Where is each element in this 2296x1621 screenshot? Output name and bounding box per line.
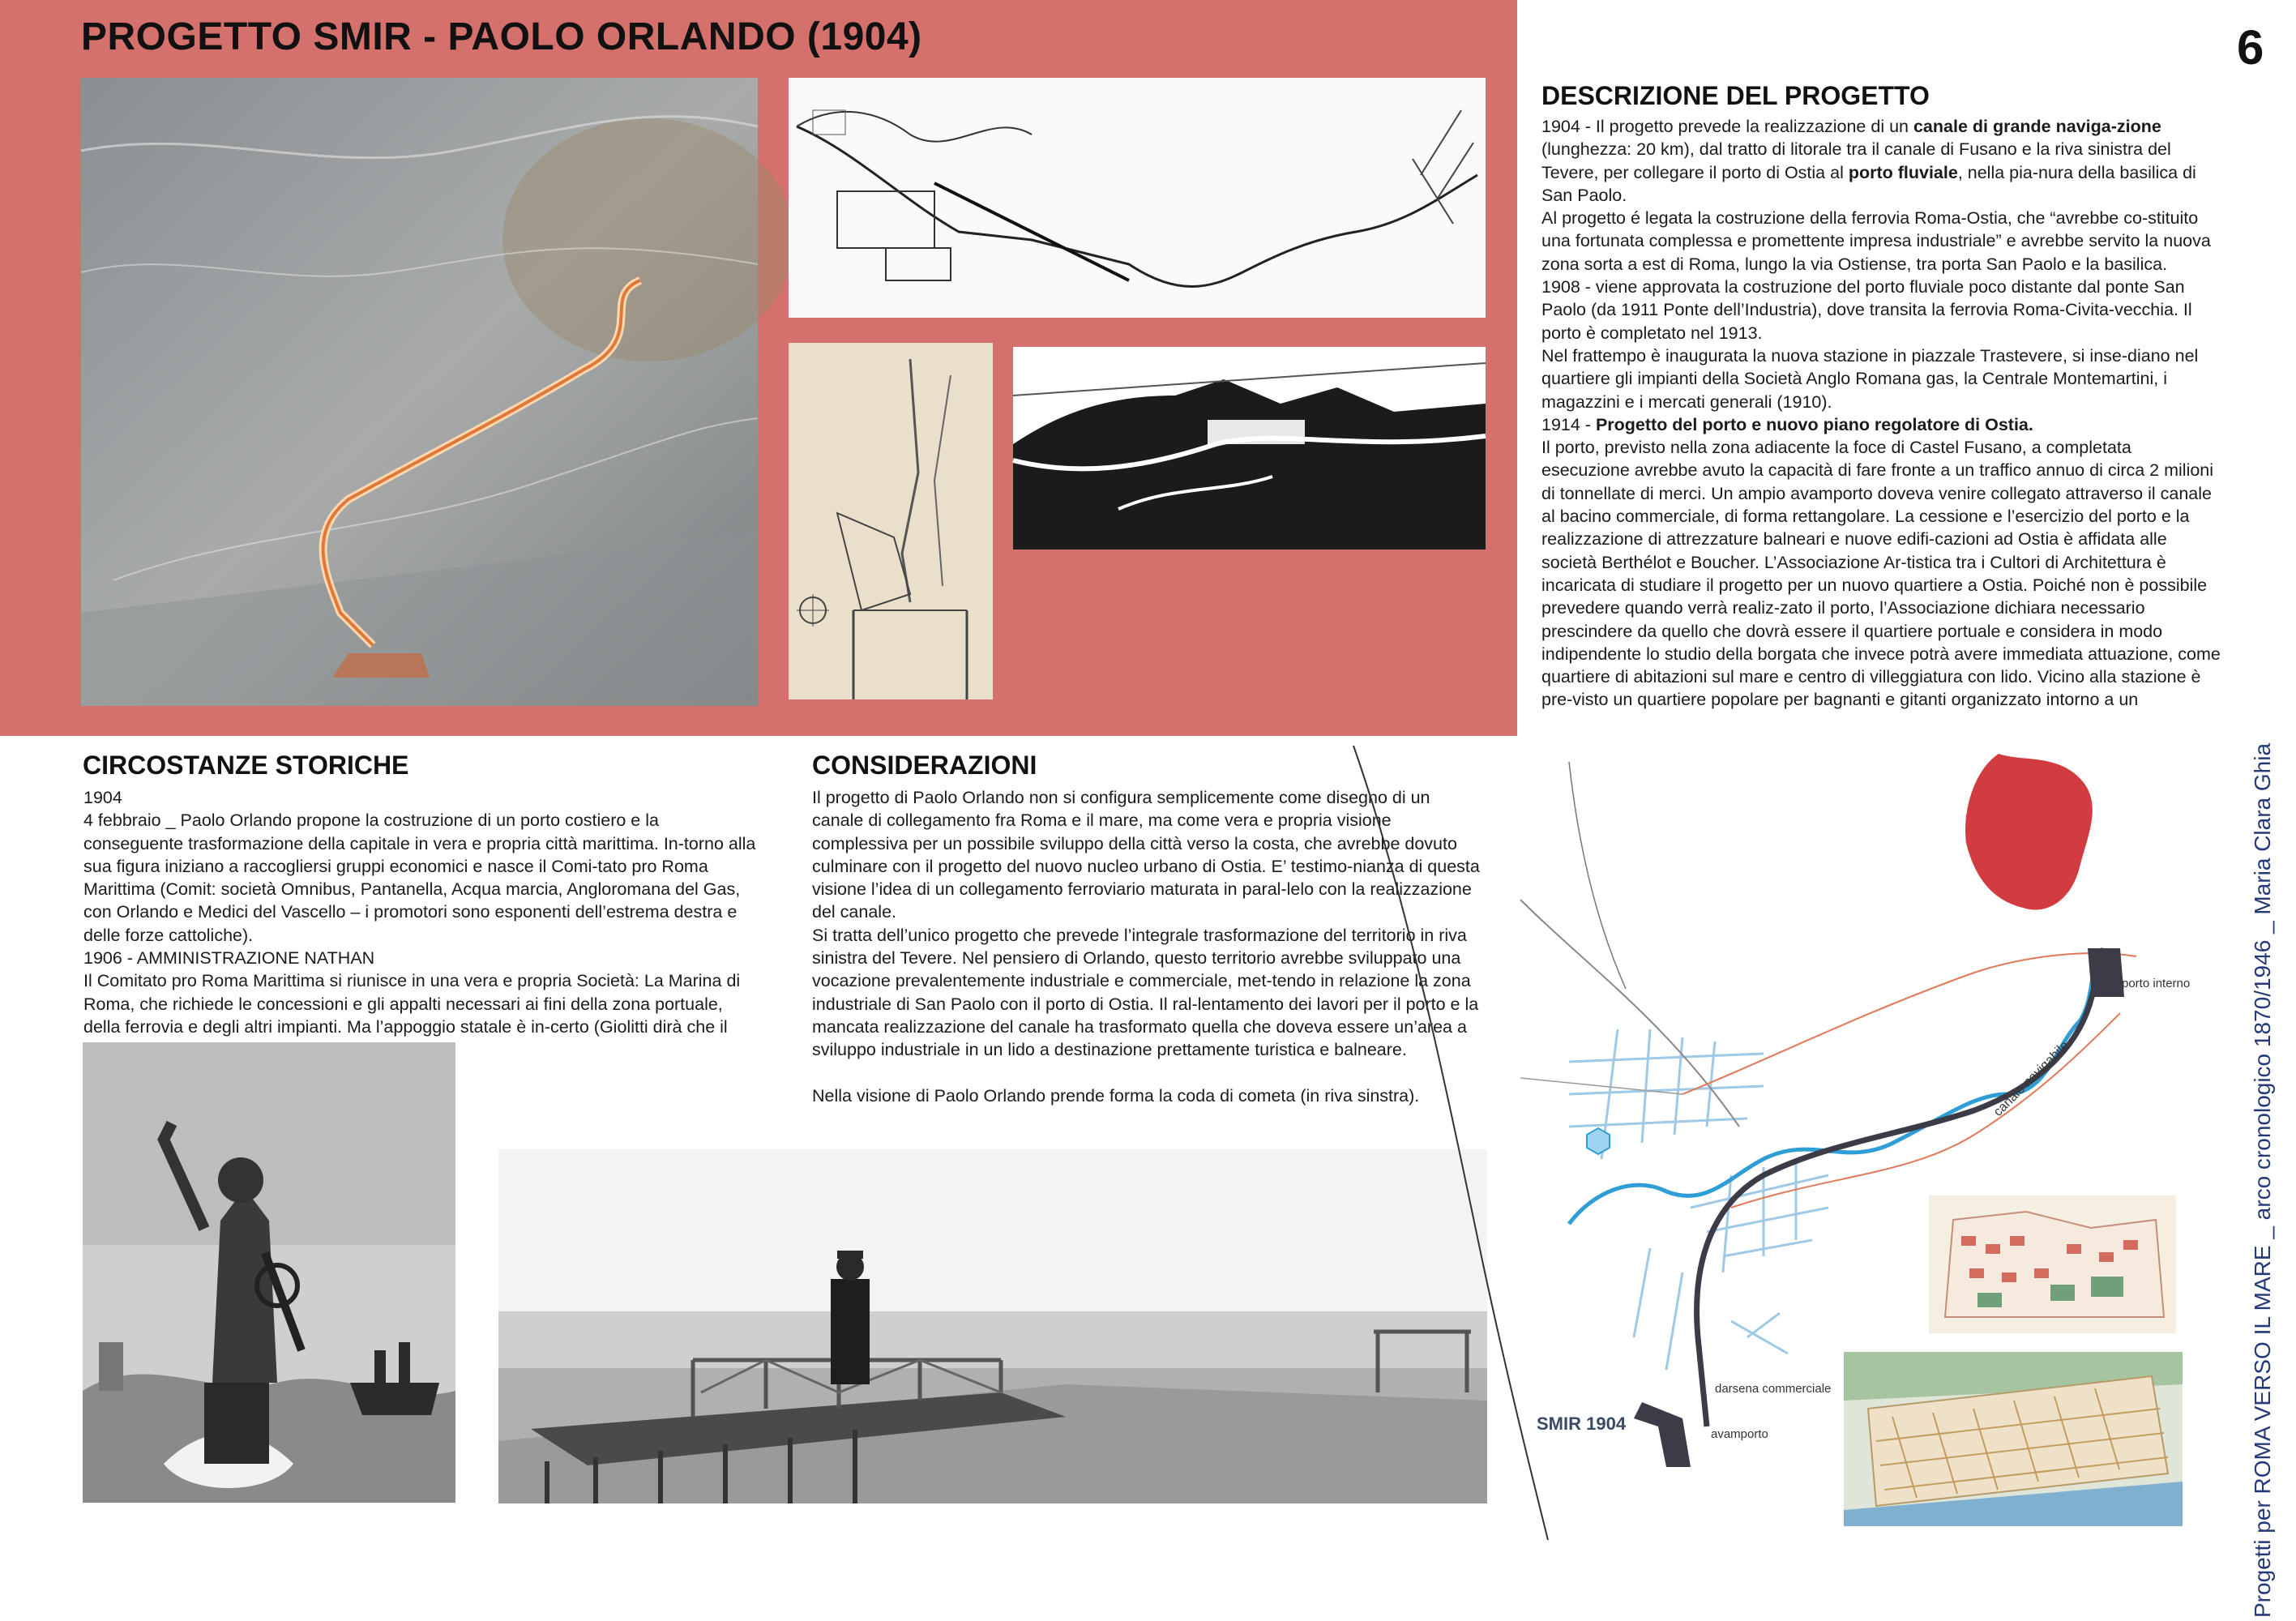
- canal-plan-image: [789, 78, 1486, 318]
- descrizione-paragraph: [1541, 413, 2222, 436]
- descrizione-paragraph: [1541, 115, 2222, 207]
- ostia-aerial-icon: [1844, 1352, 2183, 1526]
- circostanze-paragraph: 4 febbraio _ Paolo Orlando propone la costruzione di un porto costiero e la conseguente trasformazione della capitale in vera e propria città marittima. In-torno alla sua figura iniziano a raccogliersi gruppi economici e nasce il Comi-tato pro Roma Marittima (Comit: società Omnibus, Pantanella, Acqua marcia, Angloromana del Gas, con Orlando e Medici del Vascello – i promotori sono esponenti dell’estrema destra e delle forze cattoliche).: [83, 810, 756, 945]
- port-plan-icon: [789, 343, 993, 699]
- perspective-drawing-image: [1013, 347, 1486, 550]
- circostanze-paragraph: 1906 - AMMINISTRAZIONE NATHAN: [83, 948, 375, 969]
- text-run: 1904 - Il progetto prevede la realizzazione di un: [1541, 117, 1913, 136]
- statue-photo-icon: [83, 1042, 455, 1503]
- map-label-porto-interno: porto interno: [2122, 977, 2191, 990]
- descrizione-text: [1541, 115, 2222, 712]
- bold-run: canale di grande naviga-zione: [1913, 117, 2161, 136]
- port-plan-image: [789, 343, 993, 699]
- descrizione-paragraph: Al progetto é legata la costruzione della ferrovia Roma-Ostia, che “avrebbe co-stituito una fortunata complessa e promettente impresa industriale” e avrebbe servito la nuova zona sorta a est di Roma, lungo la via Ostiense, tra porta San Paolo e la basilica.: [1541, 208, 2211, 274]
- circostanze-text: [83, 786, 756, 1062]
- text-run: , nella pia-nura della basilica di San Paolo.: [1541, 162, 2196, 205]
- page-title: PROGETTO SMIR - PAOLO ORLANDO (1904): [81, 15, 922, 58]
- considerazioni-paragraph: Si tratta dell’unico progetto che prevede l’integrale trasformazione del territorio in riva sinistra del Tevere. Nel pensiero di Orlando, questo territorio avrebbe sviluppato una vocazione prevalentemente industriale e commerciale, met-tendo in relazione la zona industriale di San Paolo con il porto di Ostia. Il ral-lentamento dei lavori per il porto e la mancata realizzazione del canale ha trasformato quella che doveva essere un’area a sviluppo industriale in un lido a destinazione prettamente turistica e balneare.: [812, 925, 1479, 1060]
- ostia-aerial-image: [1844, 1352, 2183, 1526]
- considerazioni-paragraph: Nella visione di Paolo Orlando prende forma la coda di cometa (in riva sinstra).: [812, 1085, 1420, 1106]
- circostanze-paragraph: 1904: [83, 788, 122, 807]
- text-run: (lunghezza: 20 km), dal tratto di litorale tra il canale di Fusano e la riva sinistra del Tevere, per collegare il porto di Ostia al: [1541, 139, 2171, 182]
- circostanze-paragraph: Il Comitato pro Roma Marittima si riunisce in una vera e propria Società: La Marina di Roma, che richiede le concessioni e gli appalti necessari ai fini della zona portuale, della ferrovia e degli altri impianti. Ma l’appoggio statale è in-certo (Giolitti dirà che il: [83, 971, 741, 1037]
- descrizione-heading: DESCRIZIONE DEL PROGETTO: [1541, 81, 1930, 110]
- statue-photo: [83, 1042, 455, 1503]
- pier-photo: [498, 1149, 1487, 1503]
- map-label-smir: SMIR 1904: [1537, 1414, 1627, 1434]
- bold-run: porto fluviale: [1848, 162, 1958, 182]
- ostia-plan-icon: [1929, 1195, 2176, 1333]
- route-line: [1345, 746, 1556, 1540]
- aerial-sketch-image: [81, 78, 758, 706]
- descrizione-paragraph: Il porto, previsto nella zona adiacente la foce di Castel Fusano, a completata esecuzione avrebbe avuto la capacità di fare fronte a un traffico annuo di circa 2 milioni di tonnellate di merci. Un ampio avamporto doveva venire collegato attraverso il canale al bacino commerciale, di forma rettangolare. La cessione e l’esercizio del porto e la realizzazione di attrezzature balneari e nuove edifi-cazioni ad Ostia è affidata alle società Berthélot e Boucher. L’Associazione Ar-tistica tra i Cultori di Architettura è incaricata di studiare il progetto per un nuovo quartiere a Ostia. Poiché non è possibile prevedere quando verrà realiz-zato il porto, l’Associazione dichiara necessario prescindere da quello che dovrà essere il quartiere portuale e considera in modo indipendente lo studio della borgata che invece potrà avere immediata attuazione, come quartiere di abitazioni sul mare e centro di villeggiatura con lido. Vicino alla stazione è pre-visto un quartiere popolare per bagnanti e gitanti organizzato intorno a un: [1541, 438, 2221, 710]
- perspective-drawing-icon: [1013, 347, 1486, 550]
- considerazioni-paragraph: Il progetto di Paolo Orlando non si configura semplicemente come disegno di un canale di collegamento fra Roma e il mare, ma come vera e propria visione complessiva per un possibile sviluppo della città verso la costa, che avrebbe dovuto culminare con il progetto del nuovo nucleo urbano di Ostia. E’ testimo-nianza di questa visione l’idea di un collegamento ferroviario maturata in paral-lelo con la realizzazione del canale.: [812, 788, 1480, 922]
- ostia-plan-image: [1929, 1195, 2176, 1333]
- map-label-canale: canale navigabile: [1990, 1038, 2072, 1119]
- bold-run: Progetto del porto e nuovo piano regolatore di Ostia.: [1595, 414, 2033, 434]
- page-number: 6: [2237, 20, 2264, 75]
- map-label-darsena: darsena commerciale: [1715, 1382, 1832, 1396]
- aerial-sketch-icon: [81, 78, 758, 706]
- descrizione-paragraph: 1908 - viene approvata la costruzione del porto fluviale poco distante dal ponte San Paolo (da 1911 Ponte dell’Industria), dove transita la ferrovia Roma-Civita-vecchia. Il porto è completato nel 1913.: [1541, 277, 2192, 343]
- map-label-avamporto: avamporto: [1711, 1427, 1768, 1441]
- text-run: 1914 -: [1541, 414, 1596, 434]
- circostanze-heading: CIRCOSTANZE STORICHE: [83, 751, 409, 780]
- pier-photo-icon: [498, 1149, 1487, 1503]
- canal-plan-icon: [789, 78, 1486, 318]
- descrizione-paragraph: Nel frattempo è inaugurata la nuova stazione in piazzale Trastevere, si inse-diano nel quartiere gli impianti della Società Anglo Romana gas, la Centrale Montemartini, i magazzini e i mercati generali (1910).: [1541, 345, 2199, 412]
- considerazioni-heading: CONSIDERAZIONI: [812, 751, 1037, 780]
- side-credit: Progetti per ROMA VERSO IL MARE _ arco cronologico 1870/1946 _ Maria Clara Ghia: [2250, 742, 2275, 1618]
